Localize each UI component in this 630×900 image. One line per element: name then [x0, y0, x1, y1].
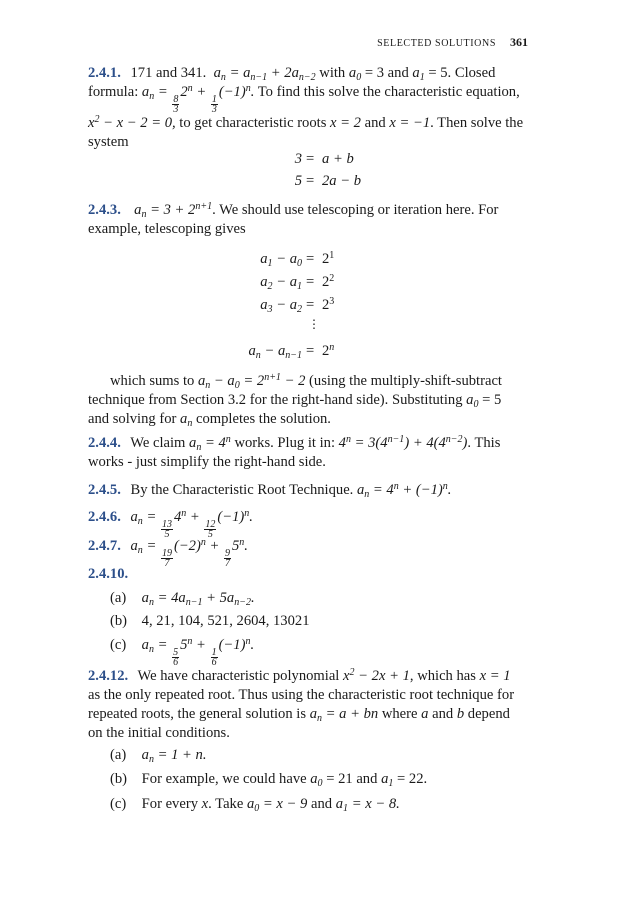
text: and — [311, 796, 333, 812]
list-item — [110, 589, 530, 608]
text: We claim — [130, 435, 186, 451]
math: a — [421, 706, 429, 722]
text: = 5 — [482, 392, 502, 408]
math-char-eq: $x^2 - x - 2 = 0$, — [88, 114, 176, 131]
solution-number: 2.4.5. — [88, 482, 121, 498]
math: $x^2 - 2x + 1$ — [343, 667, 410, 684]
text: completes the solution. — [195, 411, 331, 427]
running-head — [377, 33, 528, 53]
text: works - just simplify the right-hand side. — [88, 454, 326, 470]
math: b — [456, 706, 465, 722]
text: = 3 and — [364, 65, 409, 81]
text: to get characteristic roots — [179, 115, 327, 131]
solution-2-4-3-continued — [88, 372, 528, 429]
math: $a_n$ = $\frac{19}{7}$ $(-2)^n$ + $\frac{9}{7}$ 5$^n$. — [130, 537, 248, 569]
math-recurrence: $a_n = a_{n-1} + 2a_{n-2}$ — [209, 65, 316, 83]
text: To find this solve the characteristic equation, — [257, 84, 520, 100]
text: , which has — [409, 668, 476, 684]
text: We have characteristic polynomial — [137, 668, 340, 684]
item-label: (c) — [110, 796, 127, 812]
solution-number: 2.4.12. — [88, 668, 129, 684]
text: For example, we could have — [141, 771, 307, 787]
text: repeated roots, the general solution is — [88, 706, 307, 722]
list-item — [110, 746, 530, 765]
list-item — [110, 636, 530, 667]
text: . This — [467, 435, 501, 451]
solution-number: 2.4.4. — [88, 435, 121, 451]
item-label: (b) — [110, 771, 128, 787]
solution-number: 2.4.3. — [88, 202, 121, 218]
math: $a_1$ — [381, 771, 394, 789]
solution-number: 2.4.7. — [88, 538, 121, 554]
solution-2-4-1: 2.4.1. 171 and 341. $a_n = a_{n-1} + 2a_{n-2}$ with $a_0 = 3$ and $a_1 = 5$. Closed formula: $a_n$ = $\frac{8}{3}$ $2^n$ + $\frac{1}{3}$ $(-1)^n$. To find this solve the characteristic equation, $x^2 - x - 2 = 0$, to get characteristic roots x = 2 and x = −1. Then solve the system — [88, 65, 524, 150]
solution-2-4-7 — [88, 537, 528, 568]
vertical-ellipsis: ⋮ — [308, 317, 320, 331]
math: x = −1 — [389, 115, 431, 131]
math: $a_0$ — [348, 65, 362, 83]
text: which sums to — [110, 373, 195, 389]
text: with — [319, 65, 346, 81]
text: = 5. Closed — [428, 65, 496, 81]
text: (using the multiply-shift-subtract — [309, 373, 502, 389]
solution-2-4-4 — [88, 434, 528, 472]
text: 4, 21, 104, 521, 2604, 13021 — [141, 613, 310, 629]
text: . Take — [208, 796, 244, 812]
solution-number: 2.4.10. — [88, 566, 129, 582]
item-label: (b) — [110, 613, 128, 629]
math: $a_n$ = $\frac{5}{6}$ $5^n$ + $\frac{1}{6}$ $(-1)^n$. — [141, 636, 255, 668]
list-item — [110, 612, 530, 631]
text: depend — [467, 706, 510, 722]
solution-2-4-12 — [88, 667, 528, 743]
text: formula: — [88, 84, 139, 100]
text: . We should use telescoping or iteration here. For — [212, 202, 499, 218]
math: x = 1 — [479, 668, 511, 684]
solution-2-4-10 — [88, 565, 528, 584]
text: technique from Section 3.2 for the right-hand side). Substituting — [88, 392, 463, 408]
math: $a_n = 3 + 2^{n+1}$ — [130, 201, 213, 220]
list-item — [110, 795, 530, 814]
text: as the only repeated root. Thus using the characteristic root technique for — [88, 687, 515, 703]
math: x = 2 — [330, 115, 361, 131]
text: = 22. — [397, 771, 428, 787]
math: $a_n = 4^n$ — [189, 434, 231, 453]
text: on the initial conditions. — [88, 725, 230, 741]
document-page: SELECTED SOLUTIONS 361 2.4.1. 171 and 341. $a_n = a_{n-1} + 2a_{n-2}$ with $a_0 = 3$ and $a_1 = 5$. Closed formula: $a_n$ = $\frac{8}{3}$ $2^n$ + $\frac{1}{3}$ $(-1)^n$. To find this solve the characteristic equation, $x^2 - x - 2 = 0$, to get characteristic roots x = 2 and x = −1. Then solve the system 3 = a + b 5 = 2a − b 2.4.3. $a_n = 3 + 2^{n+1}$. We should use telescoping or iteration here. For example, telescoping gives $a_1 - a_0$ = $2^1$ $a_2 - a_1$ = $2^2$ $a_3 - a_2$ = $2^3$ ⋮ $a_n - a_{n-1}$ = 2$^n$ which sums to $a_n - a_0 = 2^{n+1} - 2$ (using the multiply-shift-subtract technique from Section 3.2 for the right-hand side). Substituting $a_0 = 5$ and solving for $a_n$ completes the solution. 2.4.4. We claim $a_n = 4^n$ works. Plug it in: $4^n = 3(4^{n-1}) + 4(4^{n-2})$. This works - just simplify the right-hand side. 2.4.5. By the Characteristic Root Technique. $a_n = 4^n + (-1)^n$. 2.4.6. $a_n$ = $\frac{13}{5}$ $4^n$ + $\frac{12}{5}$ $(-1)^n$. 2.4.7. $a_n$ = $\frac{19}{7}$ $(-2)^n$ + $\frac{9}{7}$ 5$^n$. 2.4.10. (a) $a_n = 4a_{n-1} + 5a_{n-2}$. (b) 4, 21, 104, 521, 2604, 13021 (c) $a_n$ = $\frac{5}{6}$ $5^n$ + $\frac{1}{6}$ $(-1)^n$. 2.4.12. We have characteristic polynomial $x^2 - 2x + 1$, which has x = 1 as the only repeated root. Thus using the characteristic root technique for repeated roots, the general solution is $a_n = a$ + bn where a and b depend on the initial conditions. (a) $a_n = 1 + n$. (b) For example, we could have $a_0 = 21$ and $a_1 = 22$. (c) For every x. Take $a_0 = x - 9$ and $a_1 = x - 8$. — [88, 35, 528, 814]
text: where — [381, 706, 418, 722]
page-number: 361 — [510, 35, 528, 49]
math: x — [201, 796, 209, 812]
item-label: (a) — [110, 590, 127, 606]
text: . Then solve the — [430, 115, 524, 131]
solution-number: 2.4.1. — [88, 65, 121, 81]
math: $a_0$ — [466, 392, 479, 410]
text: works. Plug it in: — [234, 435, 335, 451]
math: $a_0 = x - 9$ — [246, 796, 308, 814]
solution-2-4-5 — [88, 481, 528, 500]
math: $a_n = a$ + bn — [309, 706, 379, 724]
solution-number: 2.4.6. — [88, 509, 121, 525]
item-label: (a) — [110, 747, 127, 763]
math: $a_n - a_0 = 2^{n+1} - 2$ — [197, 372, 306, 391]
text: By the Characteristic Root Technique. — [130, 482, 354, 498]
math: $a_n = 4a_{n-1} + 5a_{n-2}$. — [141, 590, 255, 608]
solution-2-4-3 — [88, 201, 528, 239]
math: $a_n = 4^n + (-1)^n$. — [356, 481, 452, 500]
math: $4^n = 3(4^{n-1}) + 4(4^{n-2})$ — [338, 434, 468, 451]
math: $a_1 = x - 8$. — [335, 796, 400, 814]
text: example, telescoping gives — [88, 221, 246, 237]
answer-text: 171 and 341. — [130, 65, 207, 81]
text: and — [432, 706, 454, 722]
text: For every — [141, 796, 198, 812]
math: $a_0$ — [310, 771, 323, 789]
item-label: (c) — [110, 637, 127, 653]
text: system — [88, 134, 129, 150]
list-item — [110, 770, 530, 789]
running-head-title: SELECTED SOLUTIONS — [377, 38, 496, 49]
math: $a_n = 1 + n$. — [141, 747, 207, 765]
text: = 21 and — [326, 771, 378, 787]
math: $a_n$ = $\frac{13}{5}$ $4^n$ + $\frac{12}{5}$ $(-1)^n$. — [130, 508, 253, 540]
text: and solving for — [88, 411, 177, 427]
math-closed-formula: $a_n$ = $\frac{8}{3}$ $2^n$ + $\frac{1}{3}$ $(-1)^n$. — [141, 83, 255, 115]
solution-2-4-6 — [88, 508, 528, 539]
math: $a_n$ — [180, 411, 193, 429]
math: $a_1$ — [412, 65, 425, 83]
